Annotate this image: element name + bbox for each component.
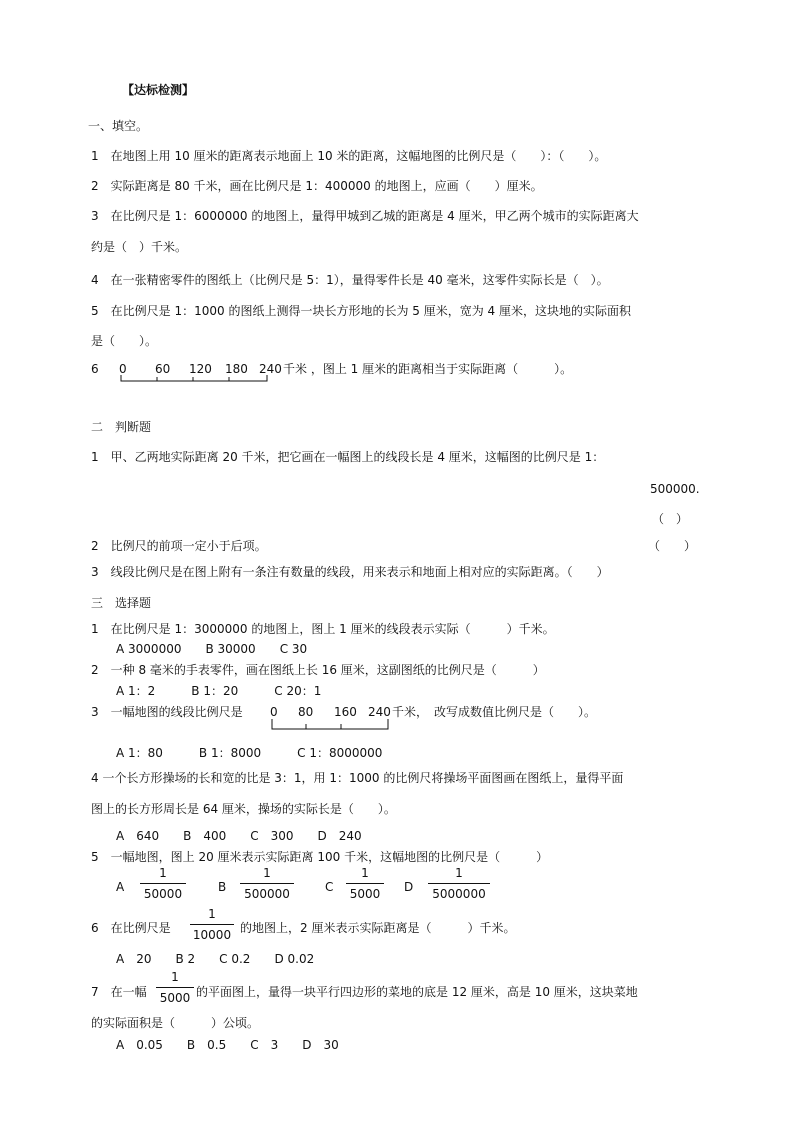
fill-question-5-line-2: 是（ ）。 — [91, 334, 158, 348]
scale-fraction: $\frac{1}{5000}$ — [156, 970, 194, 1005]
choice-question-4-line-2: 图上的长方形周长是 64 厘米，操场的实际长是（ ）。 — [91, 802, 396, 816]
choice-question-2-options: A 1：2 B 1：20 C 20：1 — [116, 684, 322, 698]
scale-tick-label: 80 — [298, 705, 314, 719]
scale-tick-label: 160 — [334, 705, 357, 719]
choice-question-1-options: A 3000000 B 30000 C 30 — [116, 642, 308, 656]
judge-question-1-answer-blank: （ ） — [652, 512, 689, 526]
option-letter: A — [116, 880, 125, 894]
choice-question-6-prefix: 6 在比例尺是 — [91, 921, 171, 935]
choice-question-7-suffix: 的平面图上，量得一块平行四边形的菜地的底是 12 厘米，高是 10 厘米，这块菜地 — [196, 985, 638, 999]
fill-question-3-line-1: 3 在比例尺是 1：6000000 的地图上，量得甲城到乙城的距离是 4 厘米，甲乙两个城市的实际距离大 — [91, 209, 639, 223]
choice-question-5: 5 一幅地图，图上 20 厘米表示实际距离 100 千米，这幅地图的比例尺是（ ） — [91, 850, 549, 864]
option-letter: D — [404, 880, 414, 894]
scale-fraction: $\frac{1}{10000}$ — [190, 907, 234, 942]
fill-question-6-text: 千米 ，图上 1 厘米的距离相当于实际距离（ ）。 — [283, 362, 573, 376]
judge-question-1-line-2: 500000. — [650, 482, 700, 496]
judge-question-3: 3 线段比例尺是在图上附有一条注有数量的线段，用来表示和地面上相对应的实际距离。（ ） — [91, 565, 609, 579]
option-fraction: $\frac{1}{500000}$ — [240, 866, 294, 901]
scale-tick-label: 0 — [270, 705, 278, 719]
judge-question-2-answer-blank: （ ） — [648, 539, 697, 553]
fill-question-3-line-2: 约是（ ）千米。 — [91, 240, 188, 254]
option-fraction: $\frac{1}{5000}$ — [346, 866, 384, 901]
choice-question-3-prefix: 3 一幅地图的线段比例尺是 — [91, 705, 243, 719]
section-1-title: 一、填空。 — [88, 119, 149, 133]
choice-question-6-options: A 20 B 2 C 0.2 D 0.02 — [116, 952, 315, 966]
choice-question-2: 2 一种 8 毫米的手表零件，画在图纸上长 16 厘米，这副图纸的比例尺是（ ） — [91, 663, 545, 677]
page-heading: 【达标检测】 — [122, 83, 195, 97]
choice-question-7-line-2: 的实际面积是（ ）公顷。 — [91, 1016, 260, 1030]
scale-tick-label: 120 — [189, 362, 212, 376]
choice-question-7-prefix: 7 在一幅 — [91, 985, 147, 999]
section-3-title: 三 选择题 — [91, 596, 152, 610]
choice-question-4-options: A 640 B 400 C 300 D 240 — [116, 829, 362, 843]
fill-question-2: 2 实际距离是 80 千米，画在比例尺是 1：400000 的地图上，应画（ ）厘米。 — [91, 179, 543, 193]
choice-question-7-options: A 0.05 B 0.5 C 3 D 30 — [116, 1038, 339, 1052]
judge-question-2: 2 比例尺的前项一定小于后项。 — [91, 539, 267, 553]
option-fraction: $\frac{1}{50000}$ — [140, 866, 186, 901]
scale-tick-label: 180 — [225, 362, 248, 376]
section-2-title: 二 判断题 — [91, 420, 152, 434]
option-letter: B — [218, 880, 227, 894]
choice-question-3-suffix: 千米， 改写成数值比例尺是（ ）。 — [392, 705, 597, 719]
fill-question-4: 4 在一张精密零件的图纸上（比例尺是 5：1），量得零件长是 40 毫米，这零件实际长是（ ）。 — [91, 273, 609, 287]
option-letter: C — [325, 880, 334, 894]
choice-question-3-options: A 1：80 B 1：8000 C 1：8000000 — [116, 746, 383, 760]
choice-question-6-suffix: 的地图上，2 厘米表示实际距离是（ ）千米。 — [240, 921, 516, 935]
scale-tick-label: 240 — [368, 705, 391, 719]
choice-question-1: 1 在比例尺是 1：3000000 的地图上，图上 1 厘米的线段表示实际（ ）千米。 — [91, 622, 555, 636]
option-fraction: $\frac{1}{5000000}$ — [428, 866, 490, 901]
scale-tick-label: 240 — [259, 362, 282, 376]
fill-question-5-line-1: 5 在比例尺是 1：1000 的图纸上测得一块长方形地的长为 5 厘米，宽为 4 厘米，这块地的实际面积 — [91, 304, 631, 318]
line-scale-ruler — [118, 374, 270, 384]
scale-tick-label: 0 — [119, 362, 127, 376]
choice-question-4-line-1: 4 一个长方形操场的长和宽的比是 3：1，用 1：1000 的比例尺将操场平面图画在图纸上，量得平面 — [91, 771, 624, 785]
fill-question-1: 1 在地图上用 10 厘米的距离表示地面上 10 米的距离，这幅地图的比例尺是（ ）：（ ）。 — [91, 149, 607, 163]
judge-question-1-line-1: 1 甲、乙两地实际距离 20 千米，把它画在一幅图上的线段长是 4 厘米，这幅图的比例尺是 1： — [91, 450, 605, 464]
fill-question-6-number: 6 — [91, 362, 99, 376]
line-scale-ruler — [269, 718, 391, 732]
scale-tick-label: 60 — [155, 362, 171, 376]
